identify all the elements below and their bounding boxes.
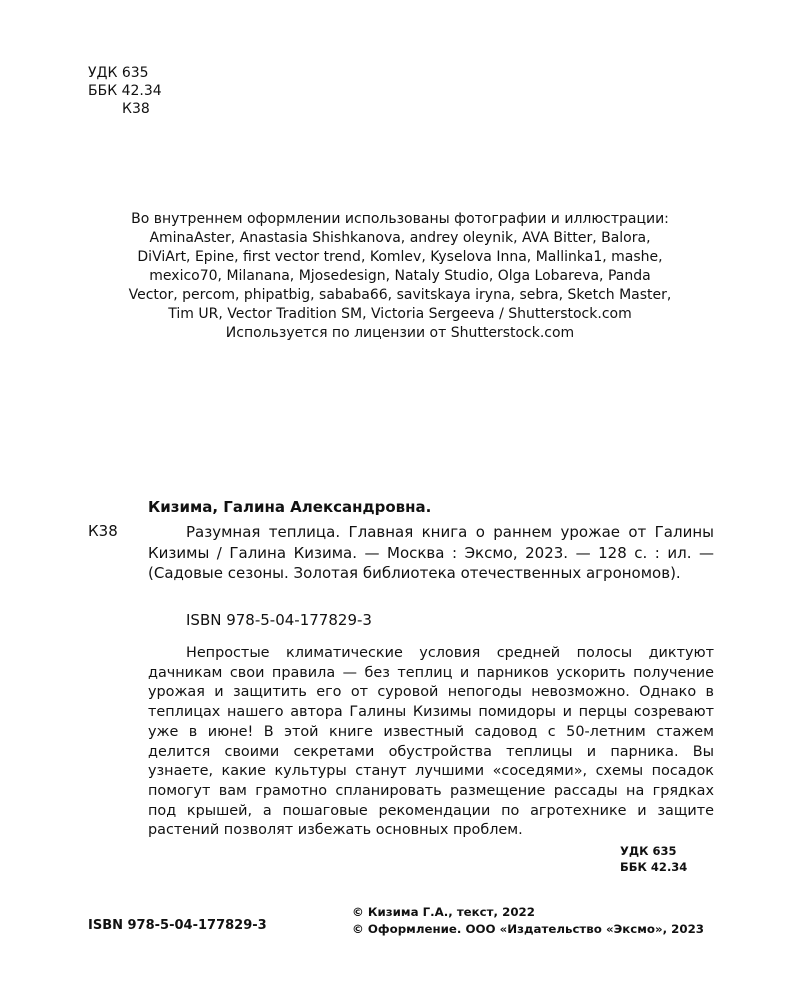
copyright-block: [352, 904, 704, 938]
copyright-design: © Оформление. ООО «Издательство «Эксмо», 2023: [352, 922, 705, 936]
credits-line: DiViArt, Epine, first vector trend, Komlev, Kyselova Inna, Mallinka1, mashe,: [137, 249, 663, 265]
bbk-code-small: ББК 42.34: [620, 860, 688, 874]
credits-line: Используется по лицензии от Shutterstock.com: [225, 325, 575, 341]
udk-code: УДК 635: [88, 65, 149, 81]
author-heading: Кизима, Галина Александровна.: [148, 498, 432, 516]
bibliographic-sign: К38: [88, 522, 118, 540]
isbn-main: ISBN 978-5-04-177829-3: [186, 611, 372, 629]
classification-codes: [88, 64, 162, 118]
annotation-text: Непростые климатические условия средней полосы диктуют дачникам свои правила — без теплиц и парников ускорить получение урожая и защитить его от суровой непогоды невозможно. Однако в теплицах нашего автора Галины Кизимы помидоры и перцы созревают уже в июне! В этой книге известный садовод с 50-летним стажем делится своими секретами обустройства теплицы и парника. Вы узнаете, какие культуры станут лучшими «соседями», схемы посадок помогут вам грамотно спланировать размещение рассады на грядках под крышей, а пошаговые рекомендации по агротехнике и защите растений позволят избежать основных проблем.: [148, 645, 714, 839]
bbk-code: ББК 42.34: [88, 83, 162, 99]
credits-line: AminaAster, Anastasia Shishkanova, andrey oleynik, AVA Bitter, Balora,: [149, 230, 651, 246]
bibliographic-description: Разумная теплица. Главная книга о раннем урожае от Галины Кизимы / Галина Кизима. — Москва : Эксмо, 2023. — 128 с. : ил. — (Садовые сезоны. Золотая библиотека отечественных агрономов).: [148, 523, 714, 582]
author-sign: К38: [122, 101, 150, 117]
credits-line: Tim UR, Vector Tradition SM, Victoria Sergeeva / Shutterstock.com: [168, 306, 632, 322]
classification-codes-small: [620, 843, 714, 875]
copyright-text: © Кизима Г.А., текст, 2022: [352, 905, 535, 919]
udk-code-small: УДК 635: [620, 844, 677, 858]
image-credits: [40, 210, 760, 343]
credits-line: Во внутреннем оформлении использованы фотографии и иллюстрации:: [131, 211, 669, 227]
credits-line: Vector, percom, phipatbig, sababa66, savitskaya iryna, sebra, Sketch Master,: [128, 287, 672, 303]
isbn-footer: ISBN 978-5-04-177829-3: [88, 918, 267, 933]
credits-line: mexico70, Milanana, Mjosedesign, Nataly Studio, Olga Lobareva, Panda: [149, 268, 651, 284]
